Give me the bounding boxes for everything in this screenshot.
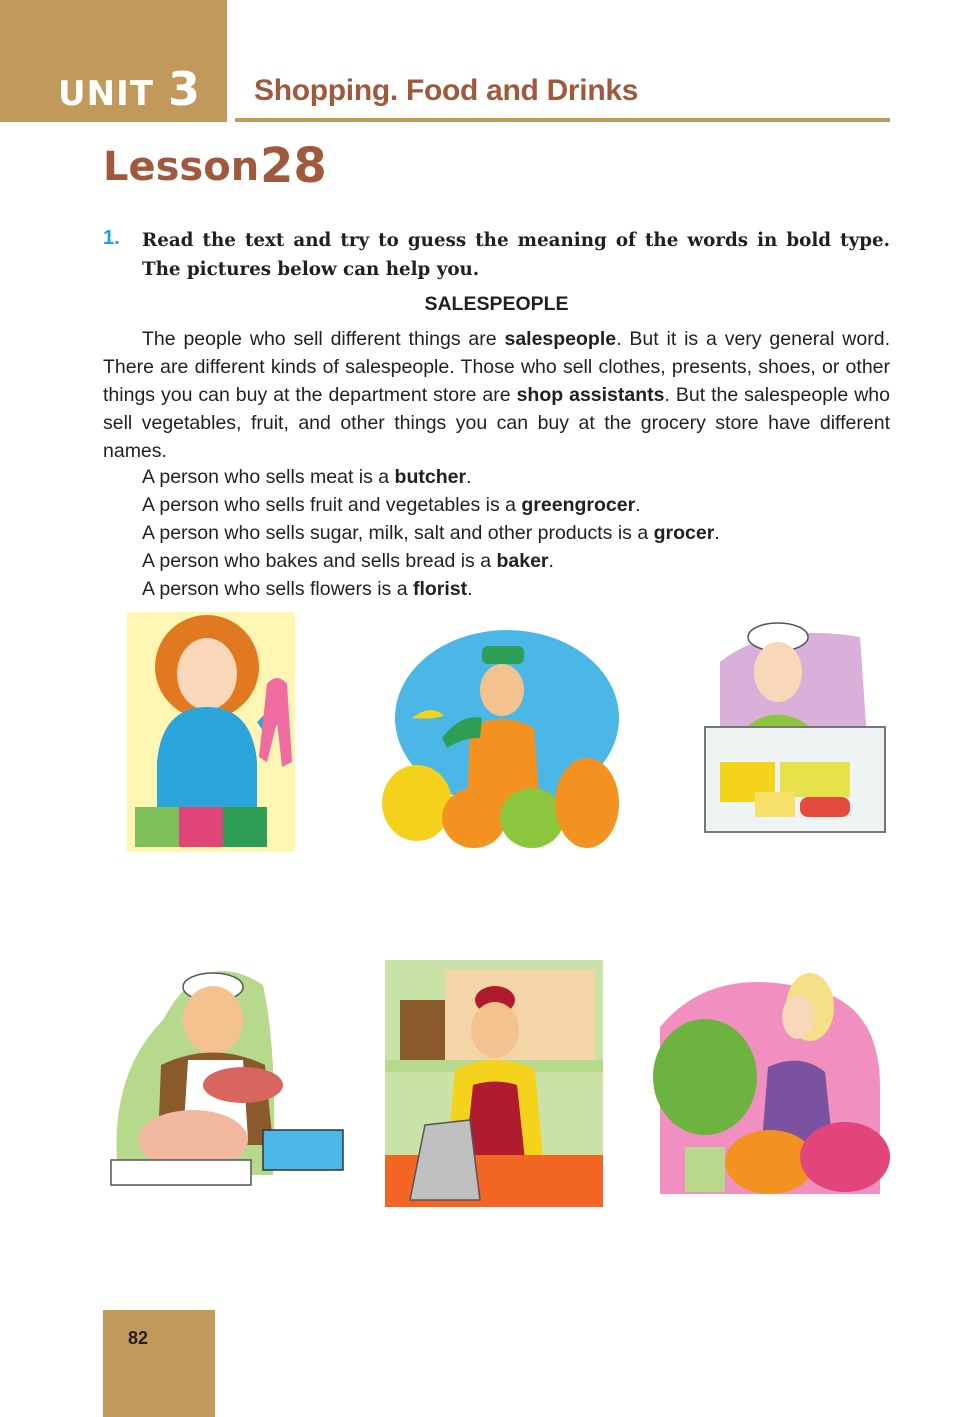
reading-title: SALESPEOPLE (424, 293, 569, 315)
bold-term: grocer (653, 522, 715, 544)
para-text: The people who sell different things are (142, 328, 505, 350)
line-text: A person who sells meat is a (142, 466, 395, 488)
definition-line (142, 522, 720, 545)
line-text: . (714, 522, 720, 544)
bold-term: greengrocer (521, 494, 636, 516)
line-text: A person who sells flowers is a (142, 578, 413, 600)
bold-term: salespeople (504, 328, 617, 350)
definition-line (142, 550, 554, 573)
definition-line (142, 494, 641, 517)
para-text: . But it is a very general word. There are different kinds of salespeople. Those who sell clothes, presents, shoes, or other things you can buy at the department store are (103, 328, 890, 406)
definition-line (142, 466, 471, 489)
unit-title: Shopping. Food and Drinks (254, 74, 639, 107)
exercise-number: 1. (103, 227, 120, 249)
lesson-label: Lesson (103, 144, 260, 190)
line-text: . (467, 578, 473, 600)
shop-assistant-illustration (127, 612, 295, 852)
reading-paragraph (103, 325, 890, 465)
unit-number: 3 (168, 62, 201, 116)
definition-line (142, 578, 473, 601)
bold-term: florist (412, 578, 468, 600)
bold-term: baker (496, 550, 549, 572)
florist-illustration (650, 967, 890, 1194)
unit-label: UNIT (58, 74, 154, 114)
greengrocer-illustration (382, 628, 620, 854)
butcher-illustration (103, 945, 348, 1195)
line-text: A person who bakes and sells bread is a (142, 550, 497, 572)
grocer-illustration (700, 622, 890, 842)
line-text: A person who sells fruit and vegetables is a (142, 494, 522, 516)
page-number: 82 (128, 1328, 149, 1348)
line-text: . (548, 550, 554, 572)
exercise-instruction: Read the text and try to guess the meaning of the words in bold type. The pictures below can help you. (142, 230, 890, 280)
bold-term: shop assistants (516, 384, 665, 406)
para-text: . But the salespeople who sell vegetables, fruit, and other things you can buy at the grocery store have different names. (103, 384, 890, 462)
line-text: . (635, 494, 641, 516)
baker-illustration (385, 960, 603, 1207)
unit-title-rule (235, 118, 890, 122)
lesson-number: 28 (260, 138, 327, 194)
line-text: . (466, 466, 472, 488)
line-text: A person who sells sugar, milk, salt and other products is a (142, 522, 654, 544)
page-number-tab (103, 1310, 215, 1417)
bold-term: butcher (394, 466, 467, 488)
